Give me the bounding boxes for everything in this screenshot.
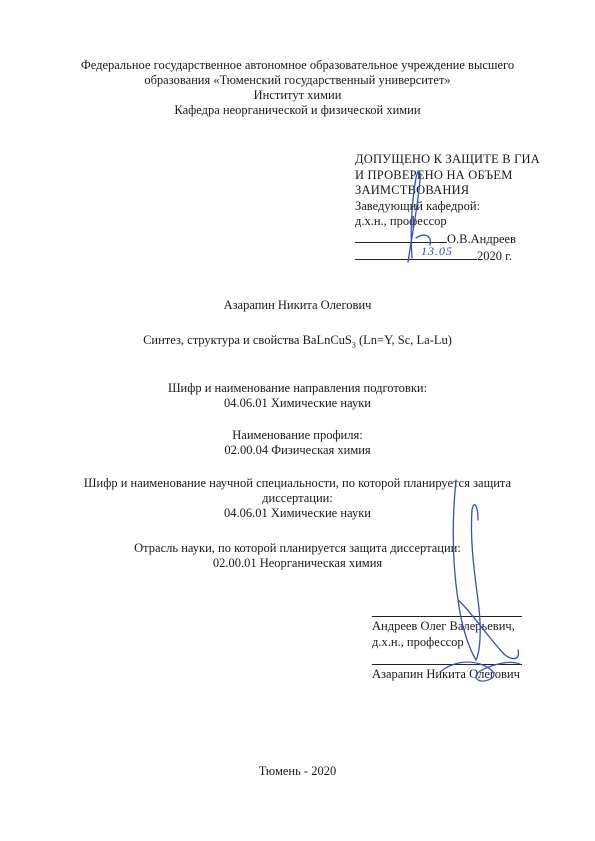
specialty-label-2: диссертации:	[262, 491, 333, 505]
header-line-4: Кафедра неорганической и физической химии	[174, 103, 421, 117]
header-line-2: образования «Тюменский государственный университет»	[144, 73, 451, 87]
student-signature-line	[372, 652, 522, 665]
field-value: 02.00.01 Неорганическая химия	[212, 556, 383, 570]
approval-signer-line	[355, 230, 585, 248]
header-line-3: Институт химии	[253, 88, 342, 102]
profile-value: 02.00.04 Физическая химия	[224, 443, 371, 457]
direction-value: 04.06.01 Химические науки	[224, 396, 371, 410]
specialty-block	[40, 476, 555, 521]
student-name: Азарапин Никита Олегович	[372, 667, 520, 681]
profile-label: Наименование профиля:	[232, 428, 363, 442]
supervisor-signature-line	[372, 604, 522, 617]
author-name: Азарапин Никита Олегович	[223, 298, 372, 312]
date-blank	[355, 244, 477, 260]
approval-date-line	[355, 244, 585, 265]
handwritten-date: 13.05	[421, 244, 453, 258]
signature-blank	[355, 230, 447, 243]
approval-block	[355, 152, 585, 265]
supervisor-name: Андреев Олег Валерьевич,	[372, 619, 515, 633]
approval-line-1: ДОПУЩЕНО К ЗАЩИТЕ В ГИА	[355, 152, 540, 166]
direction-label: Шифр и наименование направления подготовки:	[167, 381, 428, 395]
signatures-block	[372, 604, 582, 683]
institution-header	[40, 58, 555, 118]
city-year: Тюмень - 2020	[258, 764, 337, 778]
specialty-label-1: Шифр и наименование научной специальности, по которой планируется защита	[83, 476, 512, 490]
field-block	[40, 541, 555, 571]
approval-line-5: д.х.н., профессор	[355, 214, 447, 228]
profile-block	[40, 428, 555, 458]
approval-line-2: И ПРОВЕРЕНО НА ОБЪЕМ	[355, 167, 513, 182]
header-line-1: Федеральное государственное автономное образовательное учреждение высшего	[80, 58, 515, 72]
title-prefix: Синтез, структура и свойства BaLnCuS	[143, 333, 352, 347]
field-label: Отрасль науки, по которой планируется защита диссертации:	[134, 541, 461, 555]
approval-signer: О.В.Андреев	[447, 231, 516, 246]
approval-line-3: ЗАИМСТВОВАНИЯ	[355, 183, 470, 197]
supervisor-title: д.х.н., профессор	[372, 634, 464, 649]
title-suffix: (Ln=Y, Sc, La-Lu)	[355, 333, 452, 347]
title-subscript: 3	[351, 340, 356, 350]
specialty-value: 04.06.01 Химические науки	[224, 506, 371, 520]
thesis-title	[40, 333, 555, 353]
direction-block	[40, 381, 555, 411]
approval-line-4: Заведующий кафедрой:	[355, 198, 481, 213]
approval-year: 2020 г.	[477, 249, 512, 263]
